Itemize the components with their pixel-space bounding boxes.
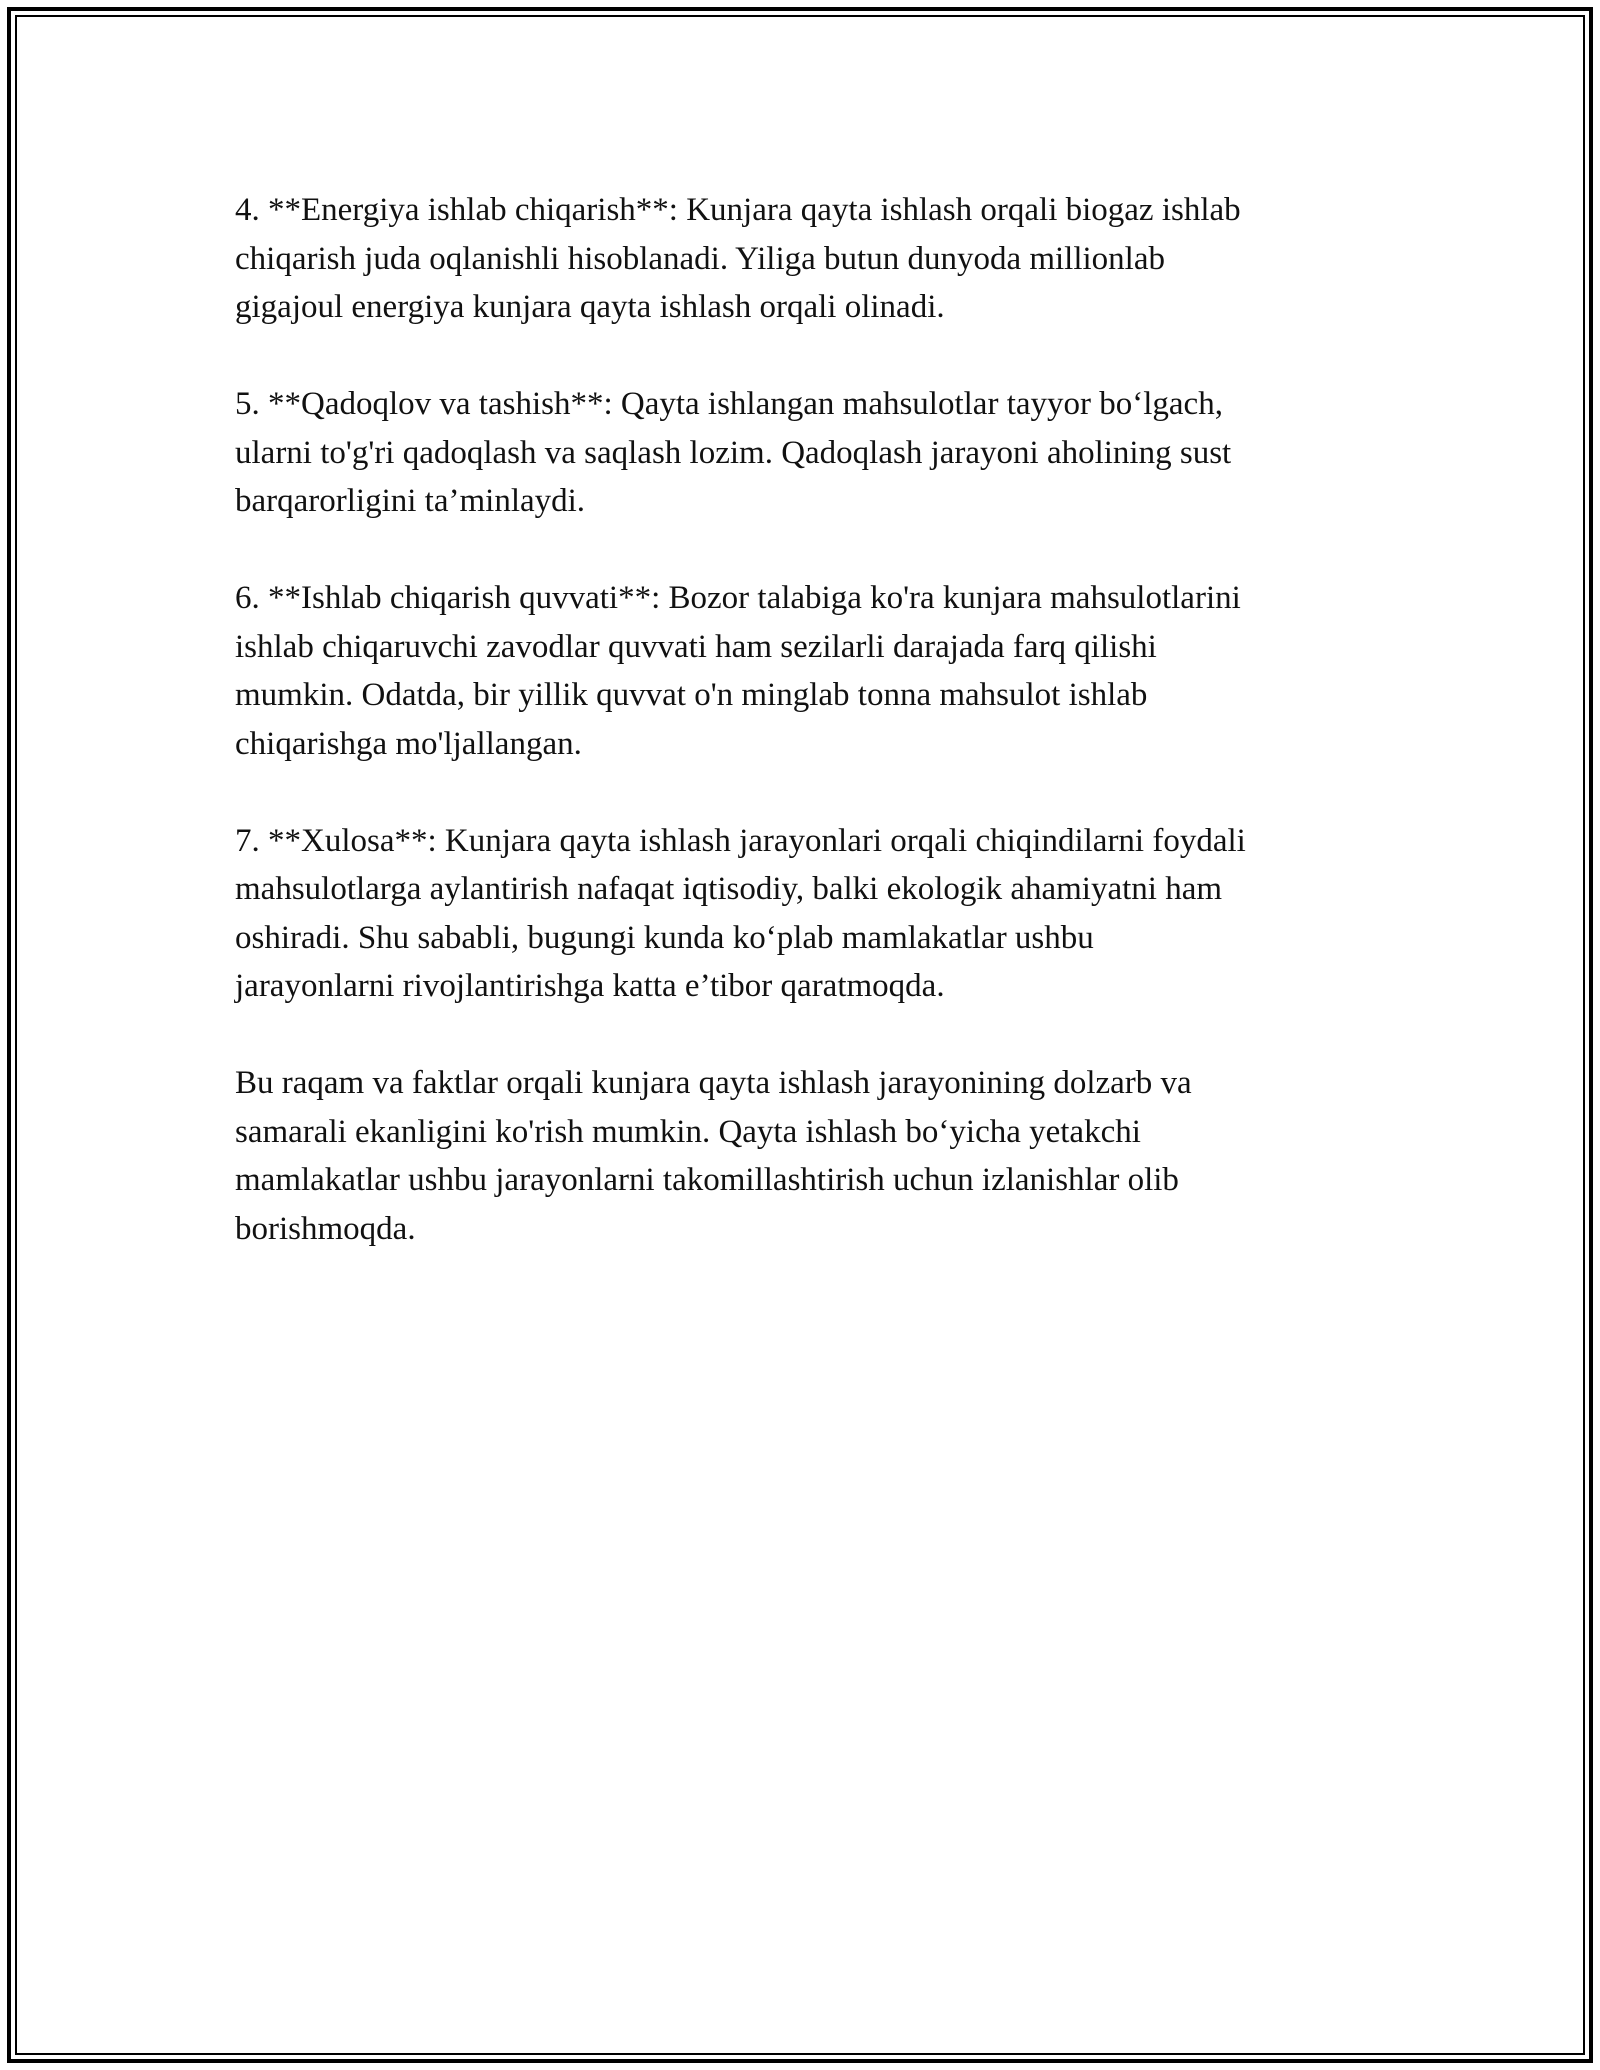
document-body <box>235 186 1365 1302</box>
text-line: oshiradi. Shu sababli, bugungi kunda ko‘plab mamlakatlar ushbu <box>235 919 1094 956</box>
paragraph-energy-production <box>235 186 1365 332</box>
text-line: 4. **Energiya ishlab chiqarish**: Kunjara qayta ishlash orqali biogaz ishlab <box>235 192 1241 228</box>
text-line: jarayonlarni rivojlantirishga katta e’tibor qaratmoqda. <box>235 968 945 1004</box>
text-line: chiqarish juda oqlanishli hisoblanadi. Yiliga butun dunyoda millionlab <box>235 240 1165 277</box>
text-line: borishmoqda. <box>235 1210 416 1247</box>
text-line: barqarorligini ta’minlaydi. <box>235 483 586 519</box>
text-line: mamlakatlar ushbu jarayonlarni takomillashtirish uchun izlanishlar olib <box>235 1162 1179 1198</box>
text-line: 6. **Ishlab chiqarish quvvati**: Bozor talabiga ko'ra kunjara mahsulotlarini <box>235 580 1241 616</box>
text-line: ishlab chiqaruvchi zavodlar quvvati ham sezilarli darajada farq qilishi <box>235 628 1157 665</box>
text-line: samarali ekanligini ko'rish mumkin. Qayta ishlash bo‘yicha yetakchi <box>235 1113 1141 1150</box>
text-line: Bu raqam va faktlar orqali kunjara qayta ishlash jarayonining dolzarb va <box>235 1065 1192 1101</box>
paragraph-packaging-transport <box>235 380 1365 526</box>
text-line: gigajoul energiya kunjara qayta ishlash orqali olinadi. <box>235 289 945 325</box>
text-line: mumkin. Odatda, bir yillik quvvat o'n minglab tonna mahsulot ishlab <box>235 677 1148 713</box>
paragraph-summary <box>235 1059 1365 1253</box>
text-line: 7. **Xulosa**: Kunjara qayta ishlash jarayonlari orqali chiqindilarni foydali <box>235 822 1246 859</box>
text-line: ularni to'g'ri qadoqlash va saqlash lozim. Qadoqlash jarayoni aholining sust <box>235 434 1232 471</box>
text-line: mahsulotlarga aylantirish nafaqat iqtisodiy, balki ekologik ahamiyatni ham <box>235 871 1223 907</box>
paragraph-production-capacity <box>235 574 1365 768</box>
text-line: chiqarishga mo'ljallangan. <box>235 725 582 762</box>
text-line: 5. **Qadoqlov va tashish**: Qayta ishlangan mahsulotlar tayyor bo‘lgach, <box>235 386 1223 422</box>
paragraph-conclusion <box>235 817 1365 1011</box>
